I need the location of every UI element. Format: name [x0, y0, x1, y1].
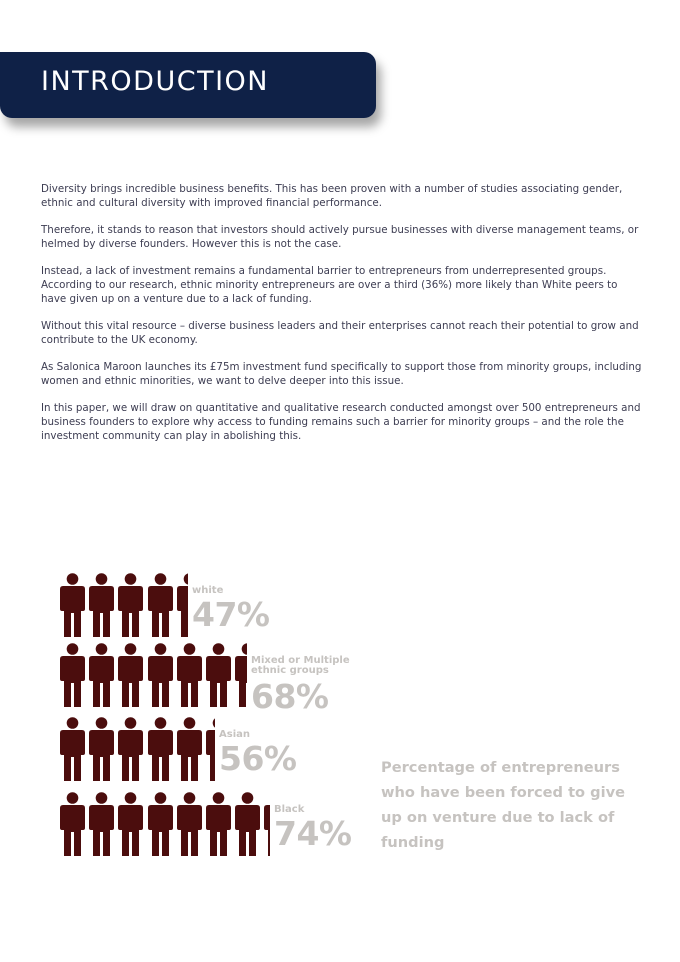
paragraph: Instead, a lack of investment remains a fundamental barrier to entrepreneurs from underrepresented groups. According to our research, ethnic minority entrepreneurs are over a third (36%) more likely than White peers to have given up on a venture due to a lack of funding. — [41, 265, 618, 305]
category-label: Asian — [219, 729, 250, 740]
person-icon — [177, 573, 188, 638]
person-icon — [89, 643, 114, 708]
person-icon — [148, 717, 173, 782]
person-icon — [235, 643, 247, 708]
intro-body — [41, 182, 643, 456]
section-title: INTRODUCTION — [41, 66, 269, 97]
person-icon — [89, 573, 114, 638]
person-icon — [235, 792, 260, 857]
person-icon — [89, 792, 114, 857]
paragraph: In this paper, we will draw on quantitative and qualitative research conducted amongst over 500 entrepreneurs and business founders to explore why access to funding remains such a barrier for minority groups – and the role the investment community can play in abolishing this. — [41, 402, 641, 442]
category-label: white — [192, 585, 224, 596]
paragraph: As Salonica Maroon launches its £75m investment fund specifically to support those from minority groups, including women and ethnic minorities, we want to delve deeper into this issue. — [41, 361, 642, 387]
person-icon — [206, 717, 215, 782]
person-icon — [148, 573, 173, 638]
person-icon — [118, 792, 143, 857]
chart-caption: Percentage of entrepreneurs who have been forced to give up on venture due to lack of funding — [381, 759, 626, 851]
person-icon — [60, 792, 85, 857]
category-label: Mixed or Multiple ethnic groups — [251, 655, 350, 676]
paragraph: Diversity brings incredible business benefits. This has been proven with a number of studies associating gender, ethnic and cultural diversity with improved financial performance. — [41, 183, 623, 209]
person-icon — [118, 717, 143, 782]
category-label: Black — [274, 804, 305, 815]
person-icon — [148, 792, 173, 857]
person-icon — [177, 792, 202, 857]
person-icon — [60, 573, 85, 638]
percentage-label: 68% — [251, 677, 329, 716]
section-banner — [0, 52, 376, 118]
paragraph: Without this vital resource – diverse business leaders and their enterprises cannot reach their potential to grow and contribute to the UK economy. — [41, 320, 639, 346]
person-icon — [177, 643, 202, 708]
paragraph: Therefore, it stands to reason that investors should actively pursue businesses with diverse management teams, or helmed by diverse founders. However this is not the case. — [41, 224, 639, 250]
person-icon — [206, 643, 231, 708]
person-icon — [118, 643, 143, 708]
person-icon — [89, 717, 114, 782]
person-icon — [264, 792, 270, 857]
person-icon — [177, 717, 202, 782]
percentage-label: 74% — [274, 814, 352, 853]
person-icon — [60, 717, 85, 782]
percentage-label: 47% — [192, 595, 270, 634]
person-icon — [60, 643, 85, 708]
person-icon — [206, 792, 231, 857]
person-icon — [148, 643, 173, 708]
percentage-label: 56% — [219, 739, 297, 778]
person-icon — [118, 573, 143, 638]
